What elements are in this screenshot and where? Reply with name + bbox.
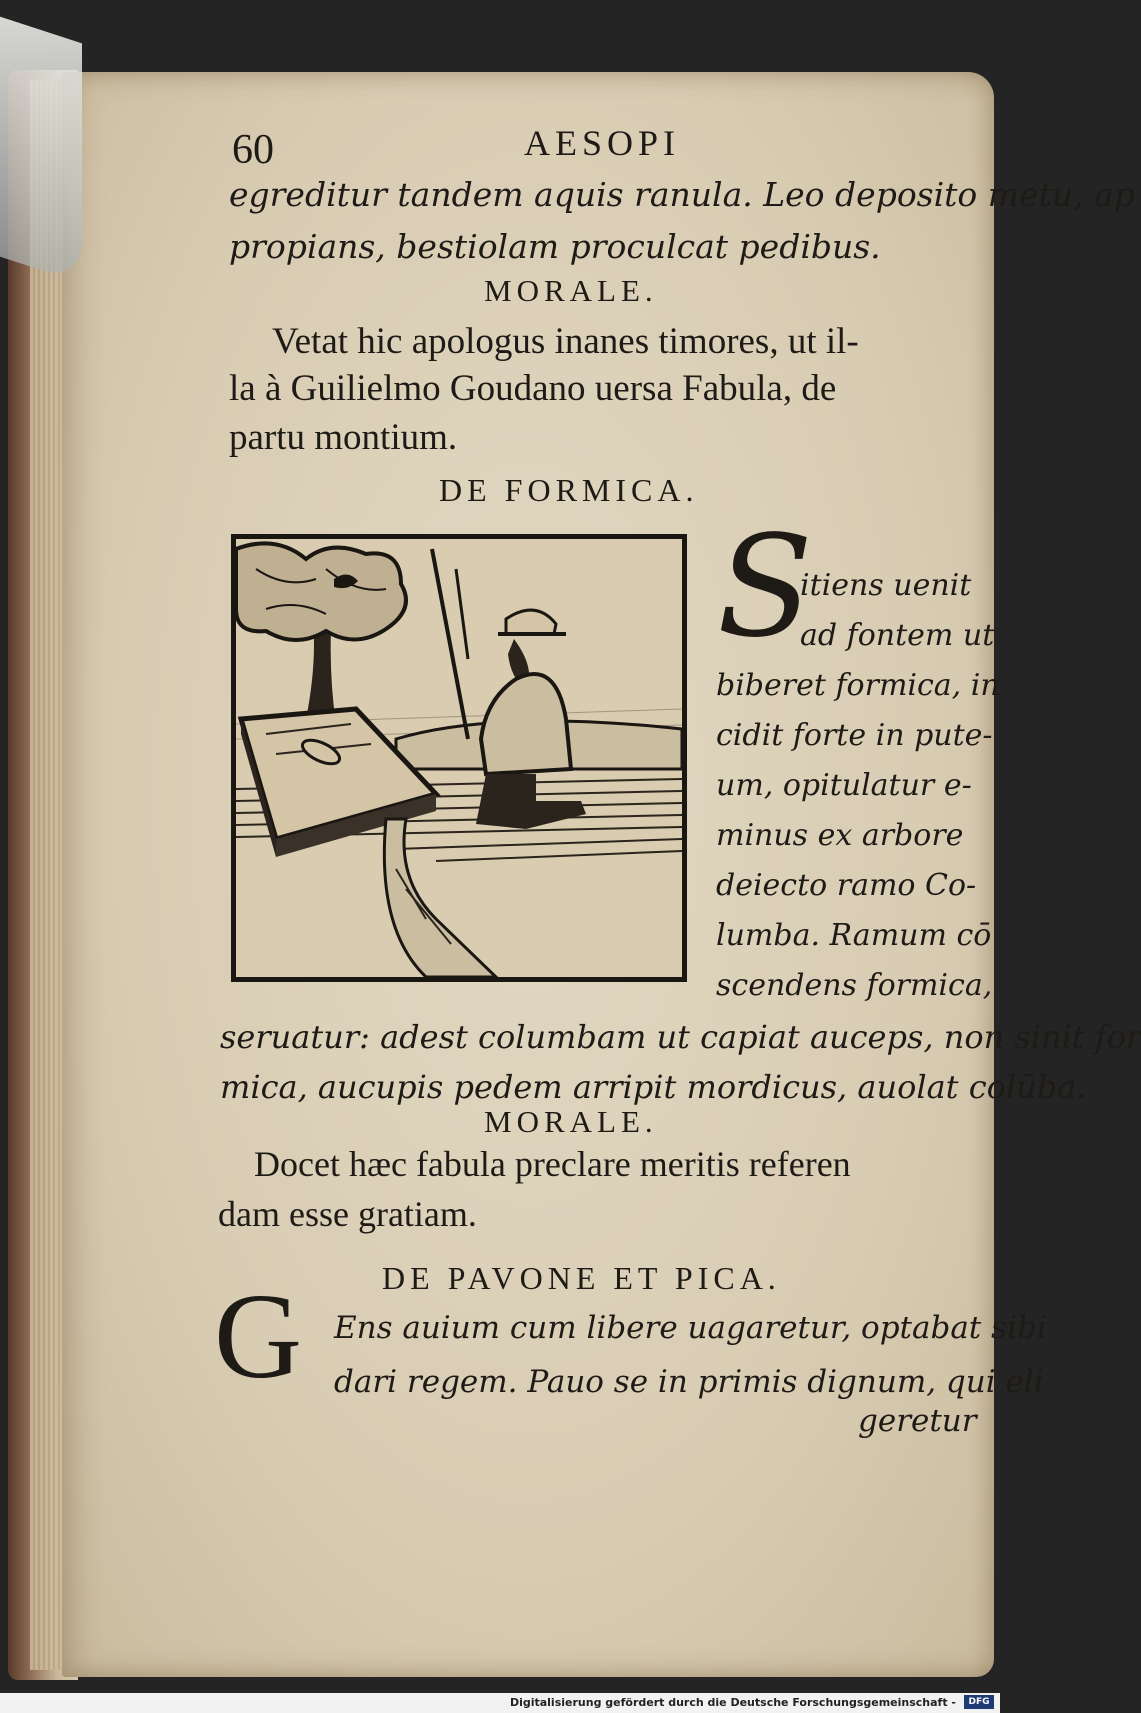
text-line: la à Guilielmo Goudano uersa Fabula, de — [229, 368, 837, 409]
text-line: ad fontem ut — [800, 618, 995, 653]
running-head: AESOPI — [524, 123, 681, 163]
text-line: egreditur tandem aquis ranula. Leo deposito metu, ap — [229, 175, 1135, 214]
text-line: dari regem. Pauo se in primis dignum, qui eli — [334, 1364, 1044, 1400]
drop-cap-g: G — [214, 1269, 303, 1404]
catchword: geretur — [858, 1403, 977, 1439]
morale-heading: MORALE. — [484, 1104, 658, 1139]
text-line: propians, bestiolam proculcat pedibus. — [229, 227, 881, 266]
text-line: minus ex arbore — [716, 818, 964, 853]
dfg-logo: DFG — [964, 1695, 994, 1709]
text-line: biberet formica, in — [716, 668, 1000, 703]
woodcut-illustration — [231, 534, 687, 982]
text-line: dam esse gratiam. — [218, 1194, 477, 1234]
footer-credit-text: Digitalisierung gefördert durch die Deutsche Forschungsgemeinschaft - — [509, 1696, 956, 1709]
text-line: Ens auium cum libere uagaretur, optabat sibi — [334, 1310, 1047, 1346]
text-line: deiecto ramo Co- — [716, 868, 977, 903]
text-line: seruatur: adest columbam ut capiat auceps, non sinit for — [220, 1018, 1141, 1056]
text-line: Vetat hic apologus inanes timores, ut il- — [272, 321, 859, 362]
drop-cap-s: S — [717, 506, 813, 669]
page-number: 60 — [232, 127, 274, 173]
text-line: mica, aucupis pedem arripit mordicus, auolat colūba. — [220, 1068, 1087, 1106]
footer-credit — [510, 1696, 992, 1709]
morale-heading: MORALE. — [484, 273, 658, 308]
fable-title: DE PAVONE ET PICA. — [382, 1260, 781, 1296]
woodcut-drawing — [236, 539, 682, 977]
text-line: Docet hæc fabula preclare meritis referen — [254, 1144, 851, 1184]
page-clip — [0, 17, 82, 284]
text-line: lumba. Ramum cō — [716, 918, 992, 953]
text-line: um, opitulatur e- — [716, 768, 972, 803]
text-line: scendens formica, — [716, 968, 993, 1003]
text-line: itiens uenit — [800, 568, 972, 603]
text-line: partu montium. — [229, 417, 458, 458]
text-line: cidit forte in pute- — [716, 718, 993, 753]
fable-title: DE FORMICA. — [439, 472, 699, 508]
